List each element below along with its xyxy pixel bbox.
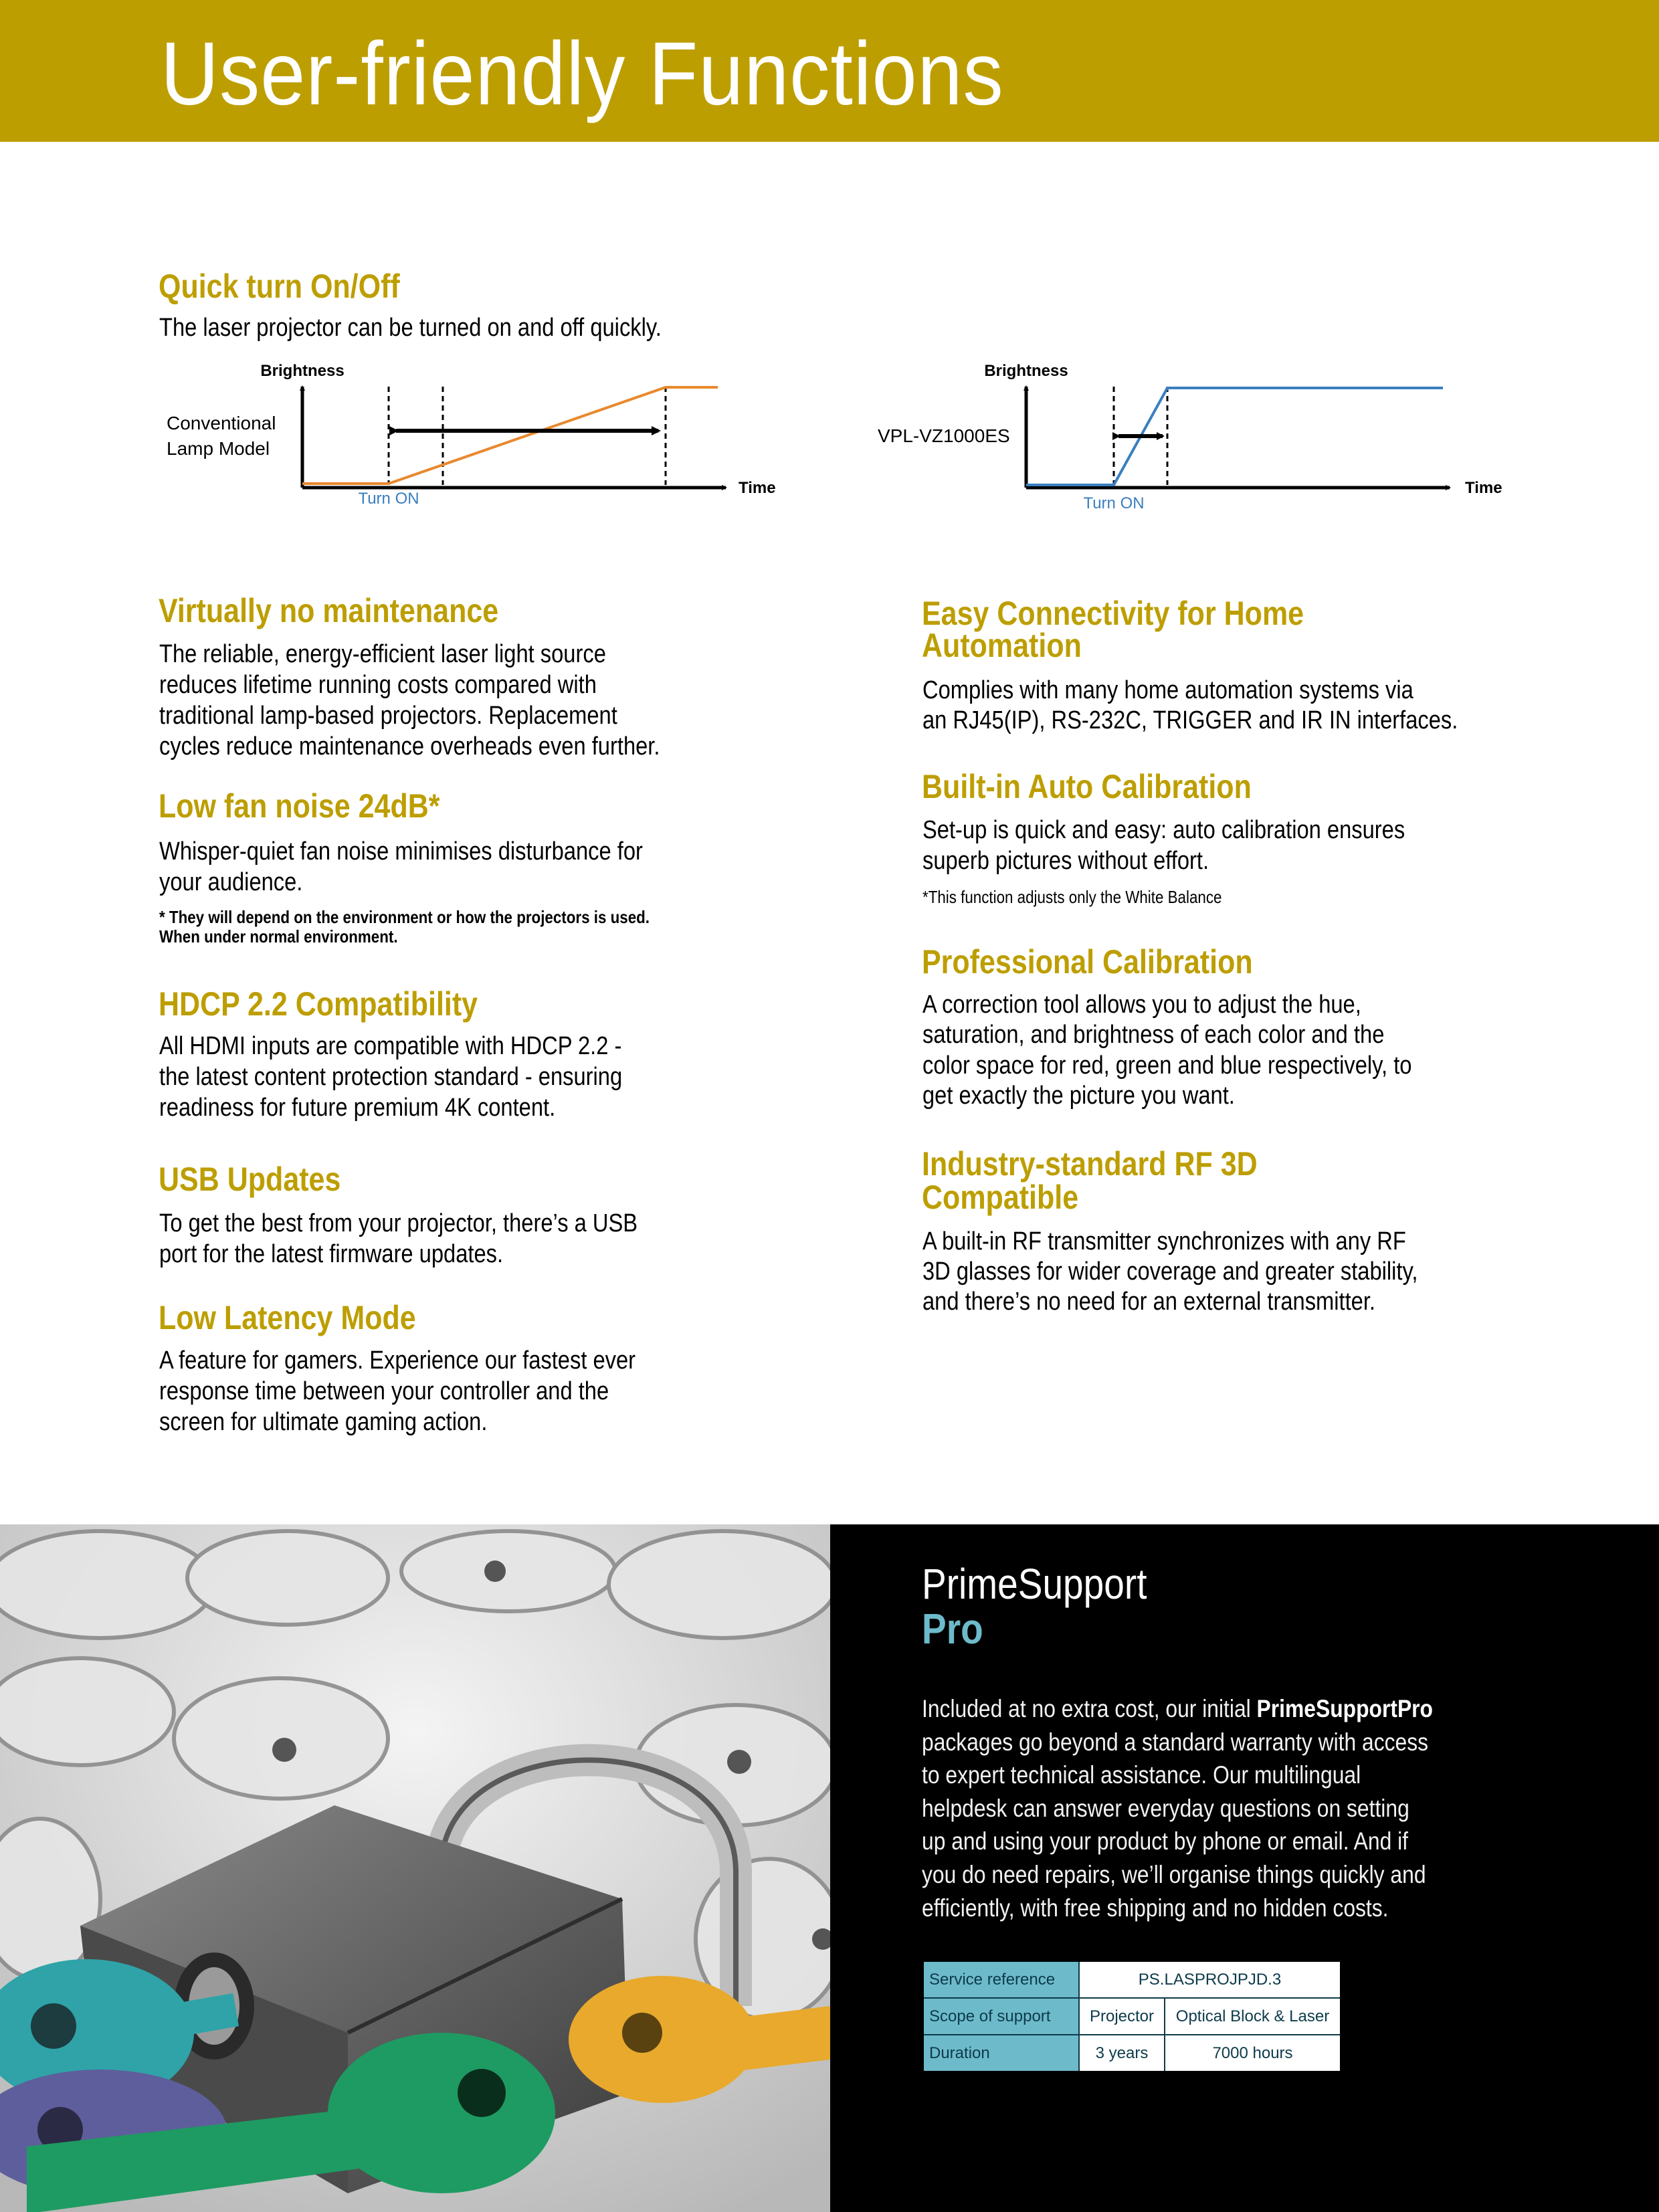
cell-value: 7000 hours	[1165, 2035, 1340, 2071]
table-row	[924, 1962, 1340, 1998]
section-body: All HDMI inputs are compatible with HDCP 2.2 - the latest content protection standard - ensuring readiness for future premium 4K content.	[159, 1032, 623, 1122]
primesupport-description: Included at no extra cost, our initial PrimeSupportPro packages go beyond a standard warranty with access to expert technical assistance. Our multilingual helpdesk can answer everyday questions on setting up and using your product by phone or email. And if you do need repairs, we’ll organise things quickly and efficiently, with free shipping and no hidden costs.	[922, 1695, 1434, 1922]
brightness-curve	[302, 387, 718, 484]
section-footnote: *This function adjusts only the White Balance	[922, 887, 1222, 907]
padlock-keys-photo	[0, 1524, 830, 2212]
diagram-vpl-vz1000es	[830, 348, 1659, 522]
row-label: Service reference	[924, 1962, 1079, 1998]
section-heading: Low fan noise 24dB*	[159, 787, 440, 825]
primesupport-title: PrimeSupport	[922, 1560, 1147, 1608]
section-body: A feature for gamers. Experience our fastest ever response time between your controller and the screen for ultimate gaming action.	[159, 1346, 636, 1436]
padlock-keys-image	[0, 1524, 830, 2212]
section-footnote: * They will depend on the environment or how the projectors is used. When under normal environment.	[159, 907, 650, 946]
quick-turn-heading: Quick turn On/Off	[159, 268, 400, 305]
table-row	[924, 1998, 1340, 2035]
brightness-curve	[1026, 388, 1443, 485]
section-body: The reliable, energy-efficient laser light source reduces lifetime running costs compared with traditional lamp-based projectors. Replacement cycles reduce maintenance overheads even further.	[159, 640, 660, 761]
model-label-line: Conventional	[167, 413, 276, 433]
section-body: A correction tool allows you to adjust the hue, saturation, and brightness of each color and the color space for red, green and blue respectively, to get exactly the picture you want.	[922, 991, 1412, 1110]
primesupport-pro-label: Pro	[922, 1605, 983, 1653]
y-axis-label: Brightness	[260, 362, 345, 380]
section-heading: Built-in Auto Calibration	[922, 768, 1252, 805]
support-table	[924, 1962, 1340, 2071]
turn-on-label: Turn ON	[358, 490, 419, 508]
section-heading: Virtually no maintenance	[159, 592, 499, 629]
page-title: User-friendly Functions	[161, 24, 1004, 124]
model-label: VPL-VZ1000ES	[878, 425, 1010, 446]
section-heading: Easy Connectivity for Home Automation	[922, 595, 1304, 664]
cell-value: Projector	[1079, 1998, 1165, 2035]
cell-value: Optical Block & Laser	[1165, 1998, 1340, 2035]
table-row	[924, 2035, 1340, 2071]
section-heading: Industry-standard RF 3D Compatible	[922, 1145, 1258, 1216]
x-axis-label: Time	[1465, 479, 1502, 497]
section-heading: Low Latency Mode	[159, 1299, 416, 1336]
section-heading: Professional Calibration	[922, 943, 1253, 981]
section-body: Whisper-quiet fan noise minimises disturbance for your audience.	[159, 837, 643, 896]
cell-value: PS.LASPROJPJD.3	[1079, 1962, 1340, 1998]
row-label: Duration	[924, 2035, 1079, 2071]
quick-turn-body: The laser projector can be turned on and off quickly.	[159, 314, 662, 342]
x-axis-label: Time	[739, 479, 776, 497]
diagram-conventional-lamp	[0, 348, 830, 522]
model-label-line: Lamp Model	[167, 438, 270, 459]
section-heading: HDCP 2.2 Compatibility	[159, 985, 478, 1023]
section-body: Set-up is quick and easy: auto calibration ensures superb pictures without effort.	[922, 816, 1405, 875]
row-label: Scope of support	[924, 1998, 1079, 2035]
section-body: A built-in RF transmitter synchronizes with any RF 3D glasses for wider coverage and greater stability, and there’s no need for an external transmitter.	[922, 1227, 1418, 1316]
y-axis-label: Brightness	[984, 362, 1068, 380]
section-body: Complies with many home automation systems via an RJ45(IP), RS-232C, TRIGGER and IR IN interfaces.	[922, 676, 1458, 734]
section-heading: USB Updates	[159, 1161, 341, 1198]
section-body: To get the best from your projector, there’s a USB port for the latest firmware updates.	[159, 1209, 638, 1268]
cell-value: 3 years	[1079, 2035, 1165, 2071]
turn-on-label: Turn ON	[1083, 494, 1145, 512]
